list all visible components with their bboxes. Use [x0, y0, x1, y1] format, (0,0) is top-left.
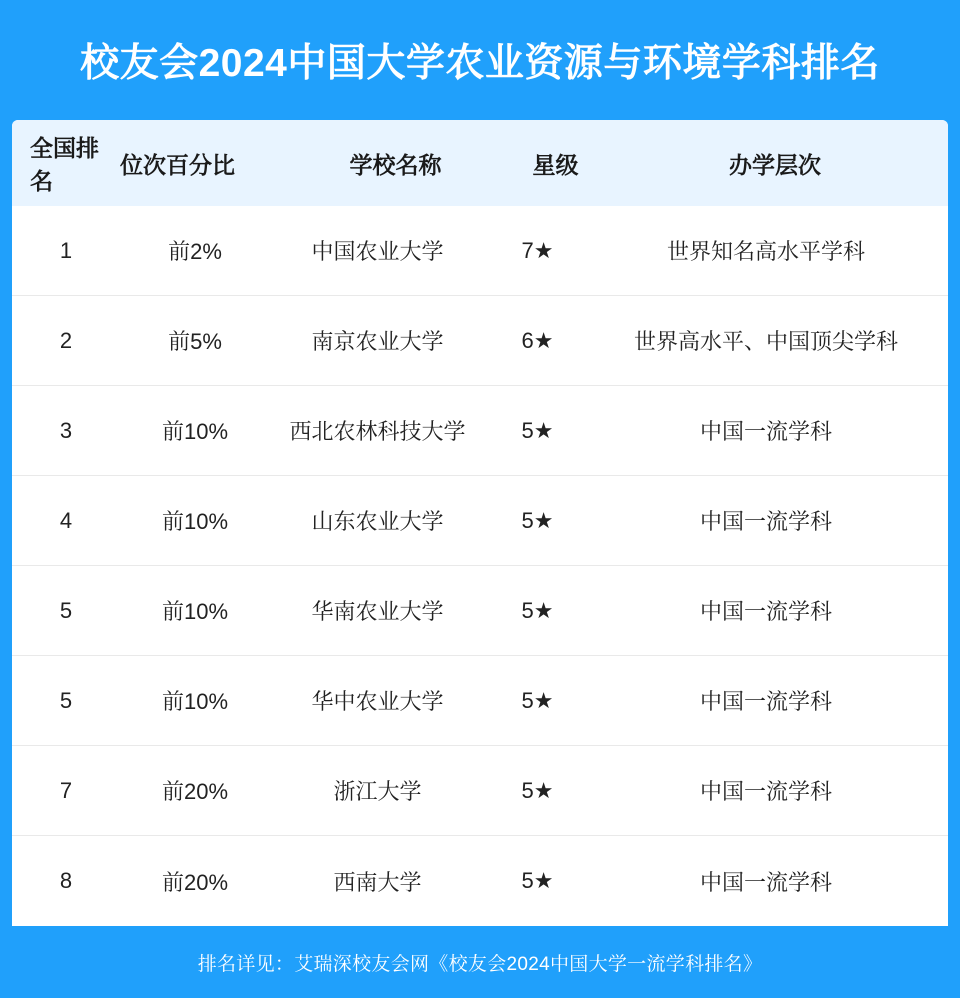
- table-header-row: [12, 120, 948, 206]
- column-header-rank: 全国排名: [30, 135, 99, 194]
- cell-percentile: 前2%: [168, 239, 222, 264]
- table-row: [12, 746, 948, 836]
- cell-rank: 5: [59, 597, 73, 623]
- cell-rank: 1: [59, 237, 73, 263]
- table-row: [12, 296, 948, 386]
- cell-star: 5★: [521, 777, 554, 803]
- table-row: [12, 566, 948, 656]
- cell-rank: 2: [59, 327, 73, 353]
- cell-rank: 7: [59, 777, 73, 803]
- cell-level: 中国一流学科: [699, 779, 832, 804]
- table-row: [12, 386, 948, 476]
- cell-level: 中国一流学科: [699, 869, 832, 895]
- cell-school: 西南大学: [333, 869, 422, 895]
- cell-percentile: 前10%: [161, 509, 229, 534]
- column-header-percentile: 位次百分比: [120, 151, 235, 178]
- cell-star: 7★: [521, 237, 554, 263]
- cell-school: 南京农业大学: [311, 329, 444, 354]
- cell-school: 西北农林科技大学: [289, 419, 466, 444]
- cell-star: 5★: [521, 417, 554, 443]
- cell-star: 5★: [521, 507, 554, 533]
- table-body: [12, 206, 948, 926]
- page-title: 校友会2024中国大学农业资源与环境学科排名: [80, 42, 880, 85]
- cell-percentile: 前20%: [161, 779, 229, 804]
- column-header-level: 办学层次: [729, 151, 821, 178]
- cell-rank: 8: [59, 868, 73, 893]
- cell-star: 5★: [521, 868, 554, 893]
- cell-level: 中国一流学科: [699, 509, 832, 534]
- cell-rank: 3: [59, 417, 73, 443]
- table-row: [12, 476, 948, 566]
- cell-percentile: 前20%: [161, 869, 229, 895]
- cell-school: 华中农业大学: [311, 689, 444, 714]
- table-row: [12, 656, 948, 746]
- cell-percentile: 前5%: [168, 329, 222, 354]
- footer-note: 排名详见：艾瑞深校友会网《校友会2024中国大学一流学科排名》: [197, 953, 763, 975]
- cell-school: 中国农业大学: [311, 239, 444, 264]
- column-header-school: 学校名称: [349, 151, 442, 178]
- column-header-star: 星级: [532, 151, 579, 178]
- cell-rank: 4: [59, 507, 73, 533]
- title-bar: [0, 0, 960, 120]
- cell-school: 华南农业大学: [311, 599, 444, 624]
- cell-school: 山东农业大学: [311, 509, 444, 534]
- cell-percentile: 前10%: [161, 419, 229, 444]
- cell-level: 中国一流学科: [699, 599, 832, 624]
- ranking-table: [12, 120, 948, 926]
- cell-school: 浙江大学: [333, 779, 422, 804]
- cell-star: 5★: [521, 687, 554, 713]
- cell-rank: 5: [59, 687, 73, 713]
- table-row: [12, 836, 948, 926]
- table-row: [12, 206, 948, 296]
- cell-star: 6★: [521, 327, 554, 353]
- cell-percentile: 前10%: [161, 599, 229, 624]
- cell-star: 5★: [521, 597, 554, 623]
- cell-level: 中国一流学科: [699, 419, 832, 444]
- cell-level: 世界高水平、中国顶尖学科: [633, 329, 898, 354]
- cell-level: 中国一流学科: [699, 689, 832, 714]
- cell-level: 世界知名高水平学科: [666, 239, 865, 264]
- cell-percentile: 前10%: [161, 689, 229, 714]
